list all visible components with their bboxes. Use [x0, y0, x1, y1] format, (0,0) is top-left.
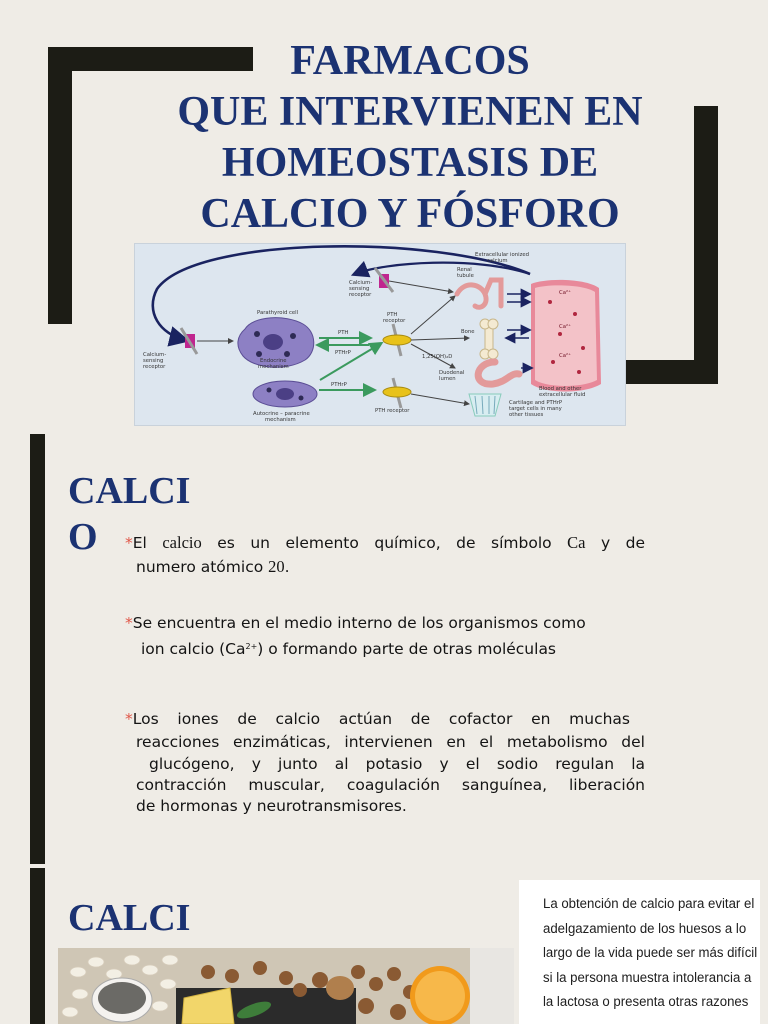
bullet-line: reacciones enzimáticas, intervienen en el metabolismo del [136, 733, 645, 751]
title-line: CALCIO Y FÓSFORO [200, 191, 620, 237]
feedback-arrow-outer [153, 246, 530, 340]
autocrine-cell-icon [253, 381, 317, 407]
label-cartilage: Cartilage and PTHrP target cells in many other tissues [509, 400, 563, 418]
label-calcium-sensing-receptor-left: Calcium-sensing receptor [143, 352, 167, 370]
section-title-line: CALCI [68, 897, 191, 939]
orange-slice-icon [410, 966, 470, 1024]
label-parathyroid-cell: Parathyroid cell [257, 310, 299, 316]
bone-icon [480, 319, 498, 359]
section-title-line: O [68, 516, 98, 558]
note-line: si la persona muestra intolerancia a [543, 969, 752, 986]
bullet-line: *El calcio es un elemento químico, de símbolo Ca y de [125, 533, 646, 552]
bullet-star: * [125, 534, 133, 552]
section-title-calcio-2 [68, 895, 190, 941]
title-line: FARMACOS [290, 38, 530, 84]
title-line: QUE INTERVIENEN EN [177, 89, 643, 135]
label-bone: Bone [461, 329, 475, 335]
frame-right-vertical [694, 106, 718, 384]
frame-left-bar-section-2 [30, 868, 45, 1024]
note-line: la lactosa o presenta otras razones [543, 994, 749, 1010]
frame-right-horizontal [624, 360, 718, 384]
renal-tubule-icon [457, 280, 501, 307]
lactose-note-box [519, 880, 760, 1024]
label-ca-2: Ca²⁺ [559, 324, 571, 330]
label-endocrine-mechanism: Endocrine mechanism [258, 358, 289, 370]
bullet-line: contracción muscular, coagulación sanguínea, liberación [136, 776, 645, 794]
bullet-line: *Los iones de calcio actúan de cofactor en muchas [125, 710, 630, 728]
label-ca-1: Ca²⁺ [559, 290, 571, 296]
label-pthrp: PTHrP [335, 350, 351, 356]
label-pth: PTH [338, 330, 349, 336]
label-extracellular-ionized-calcium: Extracellular ionized calcium [475, 252, 529, 264]
bullet-line: glucógeno, y junto al potasio y el sodio regulan la [149, 755, 645, 773]
bullet-line: de hormonas y neurotransmisores. [136, 797, 407, 815]
section-title-line: CALCI [68, 470, 191, 512]
frame-left-bar-section-1 [30, 434, 45, 864]
pth-receptor-low-icon [383, 378, 469, 408]
calcium-sensing-receptor-left-icon [181, 328, 233, 354]
label-renal-tubule: Renal tubule [457, 267, 474, 279]
bullet-line: numero atómico 20. [136, 557, 290, 576]
duodenum-icon [478, 362, 519, 384]
label-pthrp-lower: PTHrP [331, 382, 347, 388]
note-line: largo de la vida puede ser más difícil [543, 945, 758, 961]
label-pth-receptor-mid: PTH receptor [383, 312, 406, 324]
cartilage-cells-icon [469, 394, 501, 416]
label-autocrine-paracrine: Autocrine – paracrine mechanism [253, 411, 310, 423]
label-vitamin-d: 1,25(OH)₂D [422, 354, 453, 360]
calcium-sensing-receptor-top-icon [375, 268, 453, 292]
calcium-homeostasis-diagram [134, 243, 626, 426]
bullet-definition [125, 531, 645, 579]
label-blood-fluid: Blood and other extracellular fluid [539, 386, 586, 398]
label-pth-receptor-low: PTH receptor [375, 408, 410, 414]
bullet-star: * [125, 710, 133, 728]
bullet-line: *Se encuentra en el medio interno de los organismos como [125, 614, 586, 632]
bullet-line: ion calcio $(Ca^{2+})$ o formando parte de otras moléculas [141, 640, 557, 658]
note-line: La obtención de calcio para evitar el [543, 896, 755, 912]
bullet-location [125, 612, 645, 661]
bullet-functions [125, 708, 645, 818]
label-ca-3: Ca²⁺ [559, 353, 571, 359]
chia-bowl-icon [92, 978, 152, 1022]
blood-vessel-icon [531, 280, 601, 392]
title-line: HOMEOSTASIS DE [221, 140, 599, 186]
label-calcium-sensing-receptor-top: Calcium-sensing receptor [349, 280, 373, 298]
page-title [150, 36, 670, 240]
calcium-foods-photo [58, 948, 514, 1024]
note-line: adelgazamiento de los huesos a lo [543, 920, 747, 937]
frame-top-left-vertical [48, 47, 72, 324]
label-duodenal-lumen: Duodenal lumen [439, 370, 465, 382]
note-text [543, 892, 758, 1015]
bullet-star: * [125, 614, 133, 632]
walnut-icon [326, 976, 354, 1000]
